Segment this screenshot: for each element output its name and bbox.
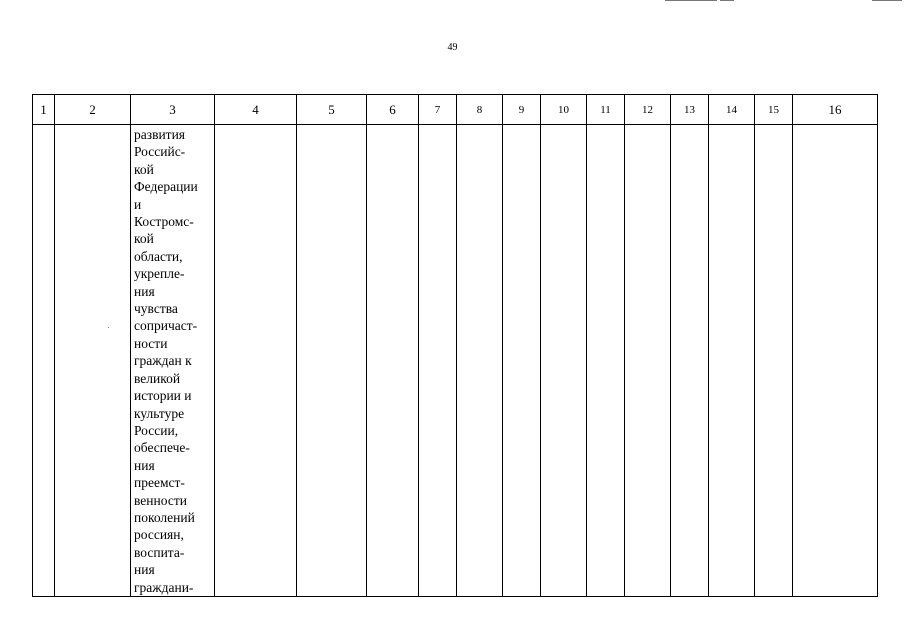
cell-text-line: развития	[134, 127, 186, 142]
scan-edge-mark	[872, 0, 902, 1]
cell-text-line: великой	[134, 370, 181, 386]
cell-text-line: ности	[134, 335, 168, 351]
column-header: 7	[419, 95, 457, 125]
cell-text-line: ния	[134, 562, 155, 578]
column-header: 1	[33, 95, 55, 125]
cell-text-line: России,	[134, 422, 179, 438]
table-cell	[587, 125, 625, 597]
table-cell-text	[131, 125, 215, 597]
cell-text-line: культуре	[134, 405, 185, 421]
cell-text-line: Российс-	[134, 144, 186, 160]
column-header: 4	[215, 95, 297, 125]
column-header: 14	[709, 95, 755, 125]
cell-text-line: и	[134, 196, 142, 212]
scan-edge-mark	[720, 0, 734, 1]
table-cell	[793, 125, 878, 597]
table-cell	[671, 125, 709, 597]
cell-text-line: венности	[134, 492, 187, 508]
table-cell	[709, 125, 755, 597]
header-row	[33, 95, 878, 125]
cell-text-line: кой	[134, 231, 154, 247]
scan-edge-mark	[665, 0, 717, 1]
column-header: 9	[503, 95, 541, 125]
cell-text-line: поколений	[134, 509, 195, 525]
table-cell	[55, 125, 131, 597]
column-header: 10	[541, 95, 587, 125]
cell-text-line: чувства	[134, 301, 178, 317]
cell-text-line: истории и	[134, 388, 192, 404]
cell-text-line: ния	[134, 283, 155, 299]
table-cell	[297, 125, 367, 597]
column-header: 8	[457, 95, 503, 125]
table-cell	[457, 125, 503, 597]
column-header: 6	[367, 95, 419, 125]
table-cell	[367, 125, 419, 597]
table-cell	[503, 125, 541, 597]
column-header: 15	[755, 95, 793, 125]
column-header: 5	[297, 95, 367, 125]
column-header: 11	[587, 95, 625, 125]
table-cell	[33, 125, 55, 597]
cell-text-line: Федерации	[134, 179, 198, 195]
table-cell	[215, 125, 297, 597]
table-cell	[755, 125, 793, 597]
cell-text-line: воспита-	[134, 544, 185, 560]
cell-text-line: кой	[134, 161, 154, 177]
table-cell	[419, 125, 457, 597]
table-row	[33, 125, 878, 597]
cell-text-line: сопричаст-	[134, 318, 198, 334]
cell-text-line: граждан к	[134, 353, 192, 369]
cell-text-line: ния	[134, 457, 155, 473]
data-table	[32, 94, 878, 597]
table-cell	[625, 125, 671, 597]
cell-text-line: укрепле-	[134, 266, 185, 282]
column-header: 3	[131, 95, 215, 125]
cell-text-line: области,	[134, 248, 183, 264]
column-header: 12	[625, 95, 671, 125]
column-header: 13	[671, 95, 709, 125]
cell-text-line: обеспече-	[134, 440, 190, 456]
column-header: 16	[793, 95, 878, 125]
cell-text-line: преемст-	[134, 475, 185, 491]
column-header: 2	[55, 95, 131, 125]
cell-text-line: граждани-	[134, 579, 194, 595]
page-number: 49	[447, 42, 458, 53]
cell-text-line: россиян,	[134, 527, 184, 543]
cell-text-line: Костромс-	[134, 214, 194, 230]
table-cell	[541, 125, 587, 597]
